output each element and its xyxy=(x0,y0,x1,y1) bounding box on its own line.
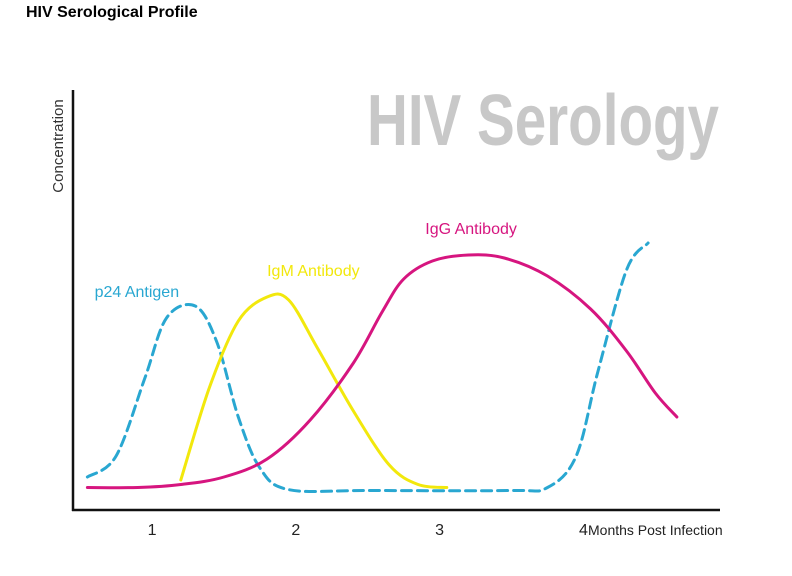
series-line-p24-antigen xyxy=(87,243,648,492)
chart-title: HIV Serology xyxy=(367,81,719,161)
x-tick-label-3: 3 xyxy=(435,522,445,539)
series-label-igg-antibody: IgG Antibody xyxy=(425,221,517,238)
series-label-igm-antibody: IgM Antibody xyxy=(267,263,360,280)
x-tick-label-4: 4 xyxy=(578,522,588,539)
x-tick-label-1: 1 xyxy=(147,522,157,539)
slide-title: HIV Serological Profile xyxy=(26,4,198,21)
series-label-p24-antigen: p24 Antigen xyxy=(94,284,180,301)
series-group xyxy=(87,221,677,492)
x-tick-label-2: 2 xyxy=(291,522,301,539)
x-tick-labels xyxy=(148,522,588,539)
y-axis-label: Concentration xyxy=(50,99,67,193)
series-line-igm-antibody xyxy=(181,294,447,488)
x-axis-label: Months Post Infection xyxy=(588,522,723,538)
